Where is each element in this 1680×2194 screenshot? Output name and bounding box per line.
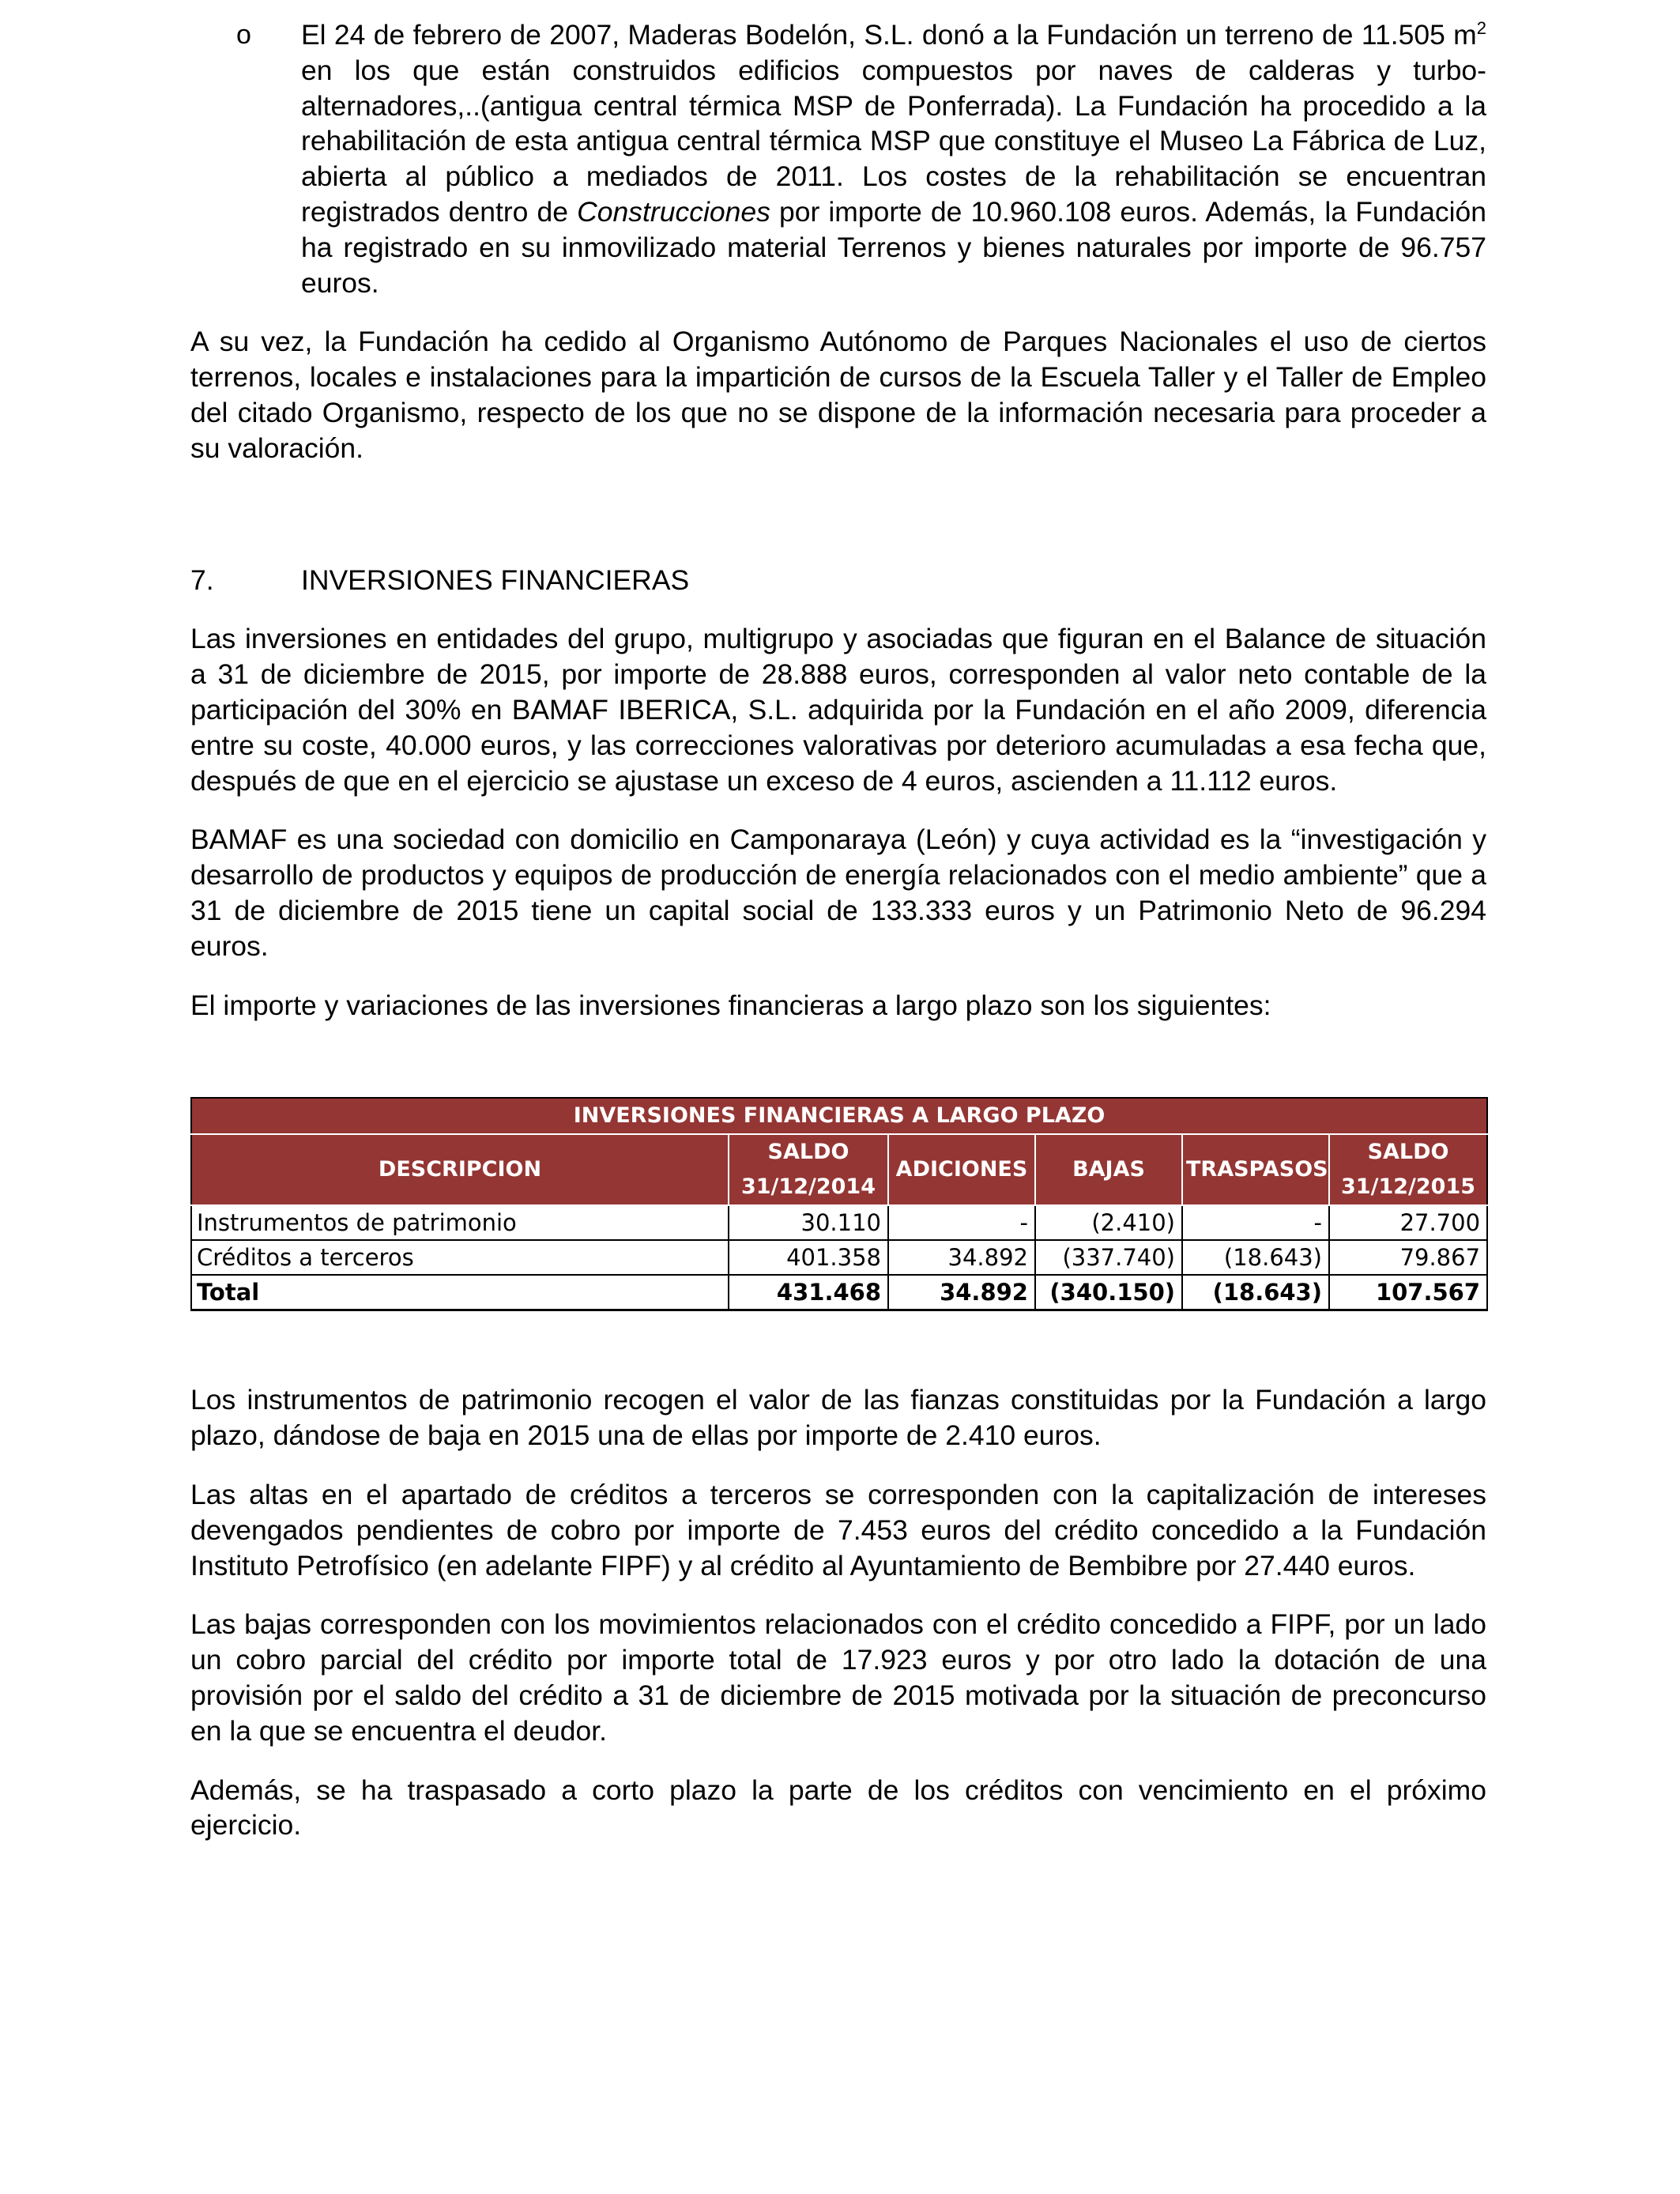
section-heading — [190, 563, 1486, 598]
cell-saldo-ini: 30.110 — [729, 1205, 888, 1240]
total-bajas: (340.150) — [1035, 1275, 1182, 1310]
cell-bajas: (2.410) — [1035, 1205, 1182, 1240]
cell-traspasos: (18.643) — [1182, 1240, 1329, 1275]
table-row — [191, 1205, 1487, 1240]
header-descripcion: DESCRIPCION — [191, 1134, 729, 1205]
table-total-row — [191, 1275, 1487, 1310]
cell-desc: Créditos a terceros — [191, 1240, 729, 1275]
table-row — [191, 1240, 1487, 1275]
paragraph-group-investments: Las inversiones en entidades del grupo, multigrupo y asociadas que figuran en el Balance de situación a 31 de diciembre de 2015, por importe de 28.888 euros, corresponden al valor neto contable de la participación del 30% en BAMAF IBERICA, S.L. adquirida por la Fundación en el año 2009, diferencia entre su coste, 40.000 euros, y las correcciones valorativas por deterioro acumuladas a esa fecha que, después de que en el ejercicio se ajustase un exceso de 4 euros, ascienden a 11.112 euros. — [190, 623, 1486, 797]
cell-saldo-ini: 401.358 — [729, 1240, 888, 1275]
header-adiciones: ADICIONES — [888, 1134, 1035, 1205]
paragraph-instrumentos: Los instrumentos de patrimonio recogen el valor de las fianzas constituidas por la Fundación a largo plazo, dándose de baja en 2015 una de ellas por importe de 2.410 euros. — [190, 1384, 1486, 1452]
cell-saldo-fin: 79.867 — [1329, 1240, 1487, 1275]
header-saldo-2015 — [1329, 1134, 1487, 1205]
table-header-row — [191, 1134, 1487, 1205]
italic-term: Construcciones — [577, 195, 770, 228]
bullet-paragraph-donation — [190, 17, 1486, 300]
header-saldo-2015-line2: 31/12/2015 — [1341, 1174, 1476, 1200]
cell-adiciones: - — [888, 1205, 1035, 1240]
financial-investments-table — [190, 1097, 1488, 1311]
header-saldo-2014 — [729, 1134, 888, 1205]
total-adiciones: 34.892 — [888, 1275, 1035, 1310]
cell-saldo-fin: 27.700 — [1329, 1205, 1487, 1240]
total-saldo-ini: 431.468 — [729, 1275, 888, 1310]
cell-bajas: (337.740) — [1035, 1240, 1182, 1275]
cell-desc: Instrumentos de patrimonio — [191, 1205, 729, 1240]
paragraph-table-intro: El importe y variaciones de las inversiones financieras a largo plazo son los siguientes: — [190, 989, 1271, 1021]
cell-traspasos: - — [1182, 1205, 1329, 1240]
total-desc: Total — [191, 1275, 729, 1310]
header-saldo-2014-line1: SALDO — [767, 1140, 849, 1165]
bullet-text-start: El 24 de febrero de 2007, Maderas Bodelón, S.L. donó a la Fundación un terreno de 11.505 m — [301, 19, 1477, 51]
table-title: INVERSIONES FINANCIERAS A LARGO PLAZO — [191, 1098, 1487, 1134]
section-title: INVERSIONES FINANCIERAS — [301, 564, 690, 596]
bullet-text-middle: en los que están construidos edificios compuestos por naves de calderas y turbo-alternadores,..(antigua central térmica MSP de Ponferrada). La Fundación ha procedido a la rehabilitación de esta antigua central térmica MSP que constituye el Museo La Fábrica de Luz, abierta al público a mediados de 2011. Los costes de la rehabilitación se encuentran registrados dentro de — [301, 54, 1486, 228]
bullet-marker: o — [236, 20, 251, 50]
document-body — [190, 17, 1486, 1843]
paragraph-traspaso: Además, se ha traspasado a corto plazo la parte de los créditos con vencimiento en el próximo ejercicio. — [190, 1774, 1486, 1842]
paragraph-cession: A su vez, la Fundación ha cedido al Organismo Autónomo de Parques Nacionales el uso de ciertos terrenos, locales e instalaciones para la impartición de cursos de la Escuela Taller y el Taller de Empleo del citado Organismo, respecto de los que no se dispone de la información necesaria para proceder a su valoración. — [190, 326, 1486, 464]
paragraph-altas: Las altas en el apartado de créditos a terceros se corresponden con la capitalización de intereses devengados pendientes de cobro por importe de 7.453 euros del crédito concedido a la Fundación Instituto Petrofísico (en adelante FIPF) y al crédito al Ayuntamiento de Bembibre por 27.440 euros. — [190, 1478, 1486, 1581]
section-number: 7. — [190, 564, 214, 596]
bullet-text-end: por importe de 10.960.108 euros. Además, la Fundación ha registrado en su inmovilizado material Terrenos y bienes naturales por importe de 96.757 euros. — [301, 195, 1486, 299]
header-saldo-2015-line1: SALDO — [1367, 1140, 1449, 1165]
total-saldo-fin: 107.567 — [1329, 1275, 1487, 1310]
cell-adiciones: 34.892 — [888, 1240, 1035, 1275]
table-title-row — [191, 1098, 1487, 1134]
header-traspasos: TRASPASOS — [1182, 1134, 1329, 1205]
superscript: 2 — [1476, 18, 1486, 39]
total-traspasos: (18.643) — [1182, 1275, 1329, 1310]
paragraph-bamaf: BAMAF es una sociedad con domicilio en Camponaraya (León) y cuya actividad es la “investigación y desarrollo de productos y equipos de producción de energía relacionados con el medio ambiente” que a 31 de diciembre de 2015 tiene un capital social de 133.333 euros y un Patrimonio Neto de 96.294 euros. — [190, 824, 1486, 962]
paragraph-bajas: Las bajas corresponden con los movimientos relacionados con el crédito concedido a FIPF, por un lado un cobro parcial del crédito por importe total de 17.923 euros y por otro lado la dotación de una provisión por el saldo del crédito a 31 de diciembre de 2015 motivada por la situación de preconcurso en la que se encuentra el deudor. — [190, 1608, 1486, 1747]
header-saldo-2014-line2: 31/12/2014 — [740, 1174, 876, 1200]
header-bajas: BAJAS — [1035, 1134, 1182, 1205]
